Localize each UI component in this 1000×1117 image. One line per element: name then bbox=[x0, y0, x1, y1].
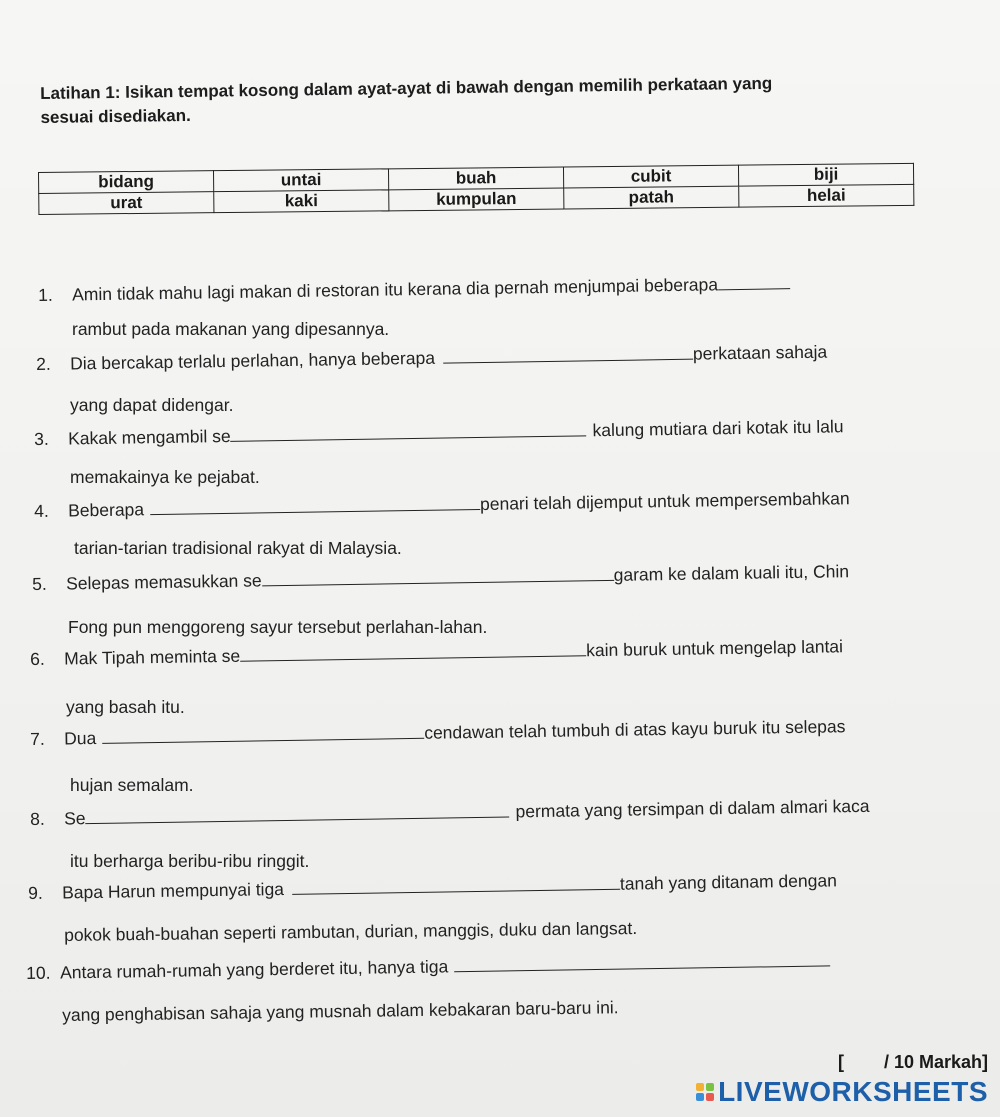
logo-square-3 bbox=[696, 1093, 704, 1101]
question-9-continuation: pokok buah-buahan seperti rambutan, durian, manggis, duku dan langsat. bbox=[64, 917, 638, 945]
question-3 bbox=[34, 415, 844, 450]
question-number: 9. bbox=[28, 882, 43, 903]
logo-square-2 bbox=[706, 1083, 714, 1091]
question-9 bbox=[28, 869, 837, 904]
question-text-after: garam ke dalam kuali itu, Chin bbox=[613, 561, 850, 585]
score-open-bracket: [ bbox=[837, 1052, 844, 1072]
question-number: 6. bbox=[30, 648, 45, 669]
question-2 bbox=[36, 341, 827, 375]
instruction-line-1: Latihan 1: Isikan tempat kosong dalam ayat-ayat di bawah dengan memilih perkataan yang bbox=[40, 73, 773, 103]
question-5-continuation: Fong pun menggoreng sayur tersebut perlahan-lahan. bbox=[68, 617, 488, 637]
answer-blank-5[interactable] bbox=[262, 566, 614, 587]
question-4 bbox=[34, 487, 850, 522]
question-3-continuation: memakainya ke pejabat. bbox=[70, 467, 260, 487]
question-text-after: kalung mutiara dari kotak itu lalu bbox=[592, 416, 844, 441]
question-number: 3. bbox=[34, 428, 49, 449]
question-text-after: kain buruk untuk mengelap lantai bbox=[585, 636, 844, 661]
question-text: Antara rumah-rumah yang berderet itu, hanya tiga bbox=[60, 956, 449, 983]
question-4-continuation: tarian-tarian tradisional rakyat di Malaysia. bbox=[74, 538, 402, 558]
answer-blank-2[interactable] bbox=[443, 345, 693, 364]
question-number: 7. bbox=[30, 728, 45, 749]
answer-blank-3[interactable] bbox=[230, 421, 586, 442]
word-bank-table bbox=[38, 163, 914, 215]
question-number: 10. bbox=[26, 962, 51, 983]
question-2-continuation: yang dapat didengar. bbox=[70, 395, 234, 415]
question-text: Amin tidak mahu lagi makan di restoran itu kerana dia pernah menjumpai beberapa bbox=[72, 274, 719, 305]
question-text: Kakak mengambil se bbox=[68, 425, 231, 449]
question-number: 5. bbox=[32, 573, 47, 594]
question-1 bbox=[38, 272, 790, 306]
word-bank-cell: untai bbox=[213, 169, 388, 192]
question-number: 2. bbox=[36, 353, 51, 374]
question-6 bbox=[30, 635, 843, 670]
answer-blank-4[interactable] bbox=[150, 495, 480, 515]
instruction-line-2: sesuai disediakan. bbox=[40, 105, 191, 127]
question-text: Dia bercakap terlalu perlahan, hanya beberapa bbox=[70, 347, 436, 374]
score-total: / 10 Markah] bbox=[883, 1052, 988, 1072]
word-bank-cell: cubit bbox=[563, 165, 738, 188]
word-bank-cell: kumpulan bbox=[389, 188, 564, 211]
question-number: 8. bbox=[30, 808, 45, 829]
logo-square-4 bbox=[706, 1093, 714, 1101]
word-bank-cell: patah bbox=[564, 186, 739, 209]
answer-blank-10[interactable] bbox=[454, 951, 830, 972]
answer-blank-1[interactable] bbox=[718, 274, 790, 290]
score-label bbox=[838, 1052, 988, 1073]
question-text-after: perkataan sahaja bbox=[692, 341, 828, 364]
question-10 bbox=[26, 949, 830, 984]
question-text: Beberapa bbox=[68, 499, 145, 521]
word-bank-cell: biji bbox=[738, 163, 913, 186]
question-text: Se bbox=[64, 808, 86, 829]
question-6-continuation: yang basah itu. bbox=[66, 697, 185, 717]
liveworksheets-logo bbox=[696, 1077, 988, 1107]
question-text-after: penari telah dijemput untuk mempersembahkan bbox=[479, 488, 850, 514]
question-10-continuation: yang penghabisan sahaja yang musnah dalam kebakaran baru-baru ini. bbox=[62, 997, 619, 1025]
question-text-after: tanah yang ditanam dengan bbox=[619, 870, 838, 894]
liveworksheets-logo-text: LIVEWORKSHEETS bbox=[718, 1076, 988, 1107]
question-text: Selepas memasukkan se bbox=[66, 570, 262, 594]
question-text-after: permata yang tersimpan di dalam almari kaca bbox=[515, 795, 870, 822]
question-7-continuation: hujan semalam. bbox=[70, 775, 194, 795]
question-text: Mak Tipah meminta se bbox=[64, 645, 241, 669]
question-text: Dua bbox=[64, 727, 97, 749]
question-8 bbox=[30, 795, 870, 830]
question-text: Bapa Harun mempunyai tiga bbox=[62, 878, 285, 903]
question-text-after: cendawan telah tumbuh di atas kayu buruk itu selepas bbox=[424, 716, 846, 743]
word-bank-cell: helai bbox=[739, 184, 914, 207]
logo-square-1 bbox=[696, 1083, 704, 1091]
question-number: 4. bbox=[34, 500, 49, 521]
word-bank-cell: urat bbox=[39, 192, 214, 215]
question-8-continuation: itu berharga beribu-ribu ringgit. bbox=[70, 851, 310, 871]
question-5 bbox=[32, 560, 849, 595]
liveworksheets-logo-icon bbox=[696, 1083, 714, 1101]
word-bank-cell: bidang bbox=[39, 171, 214, 194]
question-number: 1. bbox=[38, 284, 53, 305]
word-bank-cell: buah bbox=[388, 167, 563, 190]
question-7 bbox=[30, 715, 846, 750]
answer-blank-6[interactable] bbox=[240, 641, 586, 661]
word-bank-cell: kaki bbox=[214, 190, 389, 213]
answer-blank-7[interactable] bbox=[102, 724, 424, 744]
answer-blank-8[interactable] bbox=[85, 802, 509, 824]
answer-blank-9[interactable] bbox=[292, 875, 620, 895]
question-1-continuation: rambut pada makanan yang dipesannya. bbox=[72, 319, 390, 339]
instruction-heading bbox=[40, 69, 951, 130]
